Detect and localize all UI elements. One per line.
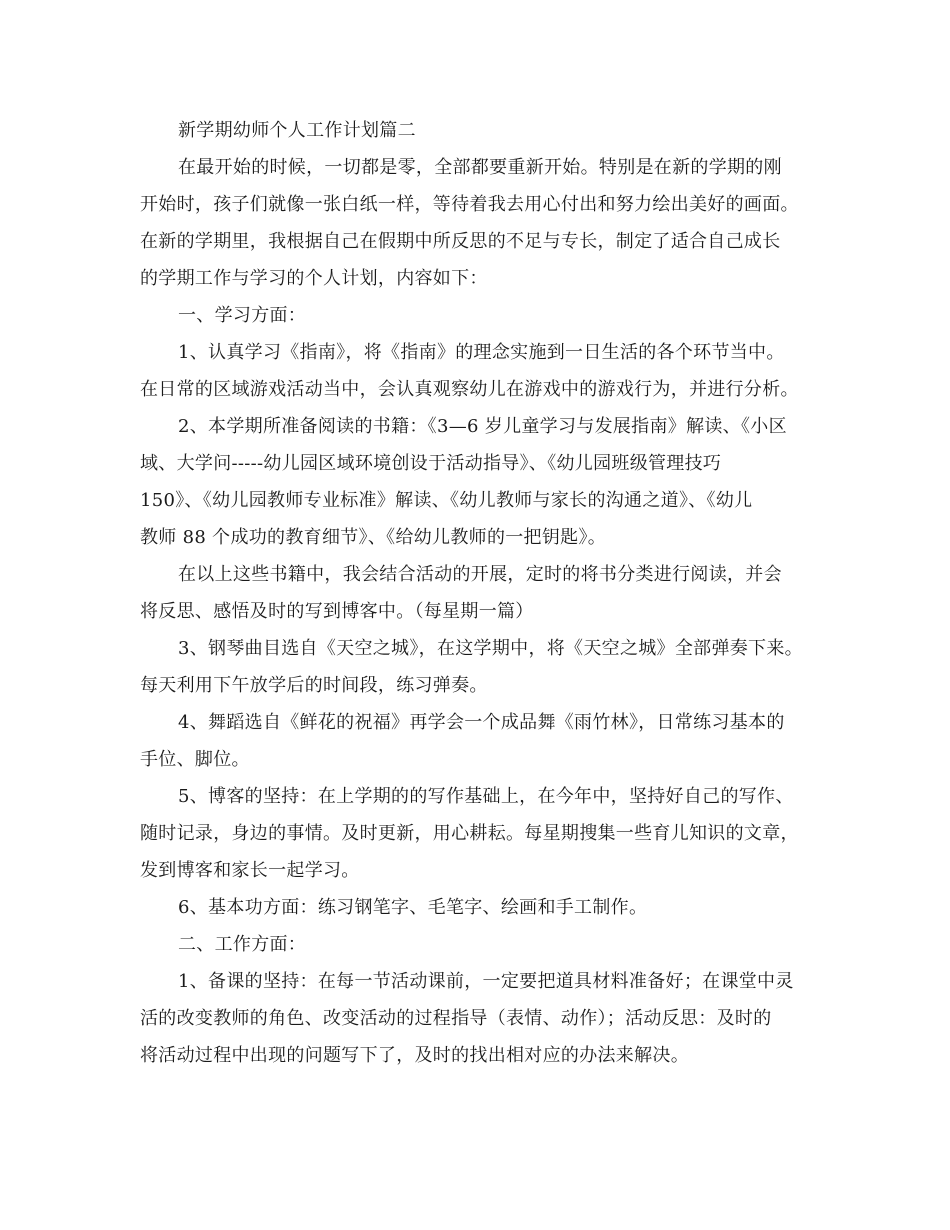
paragraph-line: 手位、脚位。 bbox=[140, 749, 250, 770]
document-body bbox=[140, 112, 820, 1074]
paragraph-line: 在最开始的时候，一切都是零，全部都要重新开始。特别是在新的学期的刚 bbox=[178, 157, 782, 178]
paragraph-line: 域、大学问-----幼儿园区域环境创设于活动指导》、《幼儿园班级管理技巧 bbox=[140, 453, 722, 474]
paragraph-line: 的学期工作与学习的个人计划，内容如下： bbox=[140, 268, 488, 289]
paragraph-line: 随时记录，身边的事情。及时更新，用心耕耘。每星期搜集一些育儿知识的文章， bbox=[140, 823, 799, 844]
paragraph-line: 将反思、感悟及时的写到博客中。（每星期一篇） bbox=[140, 601, 534, 622]
document-title: 新学期幼师个人工作计划篇二 bbox=[178, 120, 416, 141]
section-heading: 二、工作方面： bbox=[178, 934, 307, 955]
paragraph-line: 150》、《幼儿园教师专业标准》解读、《幼儿教师与家长的沟通之道》、《幼儿 bbox=[140, 490, 753, 511]
paragraph-line: 发到博客和家长一起学习。 bbox=[140, 860, 360, 881]
paragraph-line: 在日常的区域游戏活动当中，会认真观察幼儿在游戏中的游戏行为，并进行分析。 bbox=[140, 379, 799, 400]
paragraph-line: 活的改变教师的角色、改变活动的过程指导（表情、动作）；活动反思：及时的 bbox=[140, 1008, 772, 1029]
paragraph-line: 2、本学期所准备阅读的书籍：《3—6 岁儿童学习与发展指南》解读、《小区 bbox=[178, 416, 787, 437]
paragraph-line: 6、基本功方面：练习钢笔字、毛笔字、绘画和手工制作。 bbox=[178, 897, 648, 918]
paragraph-line: 1、备课的坚持：在每一节活动课前，一定要把道具材料准备好；在课堂中灵 bbox=[178, 971, 794, 992]
paragraph-line: 每天利用下午放学后的时间段，练习弹奏。 bbox=[140, 675, 488, 696]
paragraph-line: 开始时，孩子们就像一张白纸一样，等待着我去用心付出和努力绘出美好的画面。 bbox=[140, 194, 799, 215]
paragraph-line: 4、舞蹈选自《鲜花的祝福》再学会一个成品舞《雨竹林》，日常练习基本的 bbox=[178, 712, 785, 733]
section-heading: 一、学习方面： bbox=[178, 305, 307, 326]
paragraph-line: 1、认真学习《指南》，将《指南》的理念实施到一日生活的各个环节当中。 bbox=[178, 342, 785, 363]
paragraph-line: 在新的学期里，我根据自己在假期中所反思的不足与专长，制定了适合自己成长 bbox=[140, 231, 781, 252]
paragraph-line: 3、钢琴曲目选自《天空之城》，在这学期中，将《天空之城》全部弹奏下来。 bbox=[178, 638, 803, 659]
paragraph-line: 教师 88 个成功的教育细节》、《给幼儿教师的一把钥匙》。 bbox=[140, 527, 607, 548]
paragraph-line: 将活动过程中出现的问题写下了，及时的找出相对应的办法来解决。 bbox=[140, 1045, 689, 1066]
paragraph-line: 5、博客的坚持：在上学期的的写作基础上，在今年中，坚持好自己的写作、 bbox=[178, 786, 794, 807]
paragraph-line: 在以上这些书籍中，我会结合活动的开展，定时的将书分类进行阅读，并会 bbox=[178, 564, 782, 585]
